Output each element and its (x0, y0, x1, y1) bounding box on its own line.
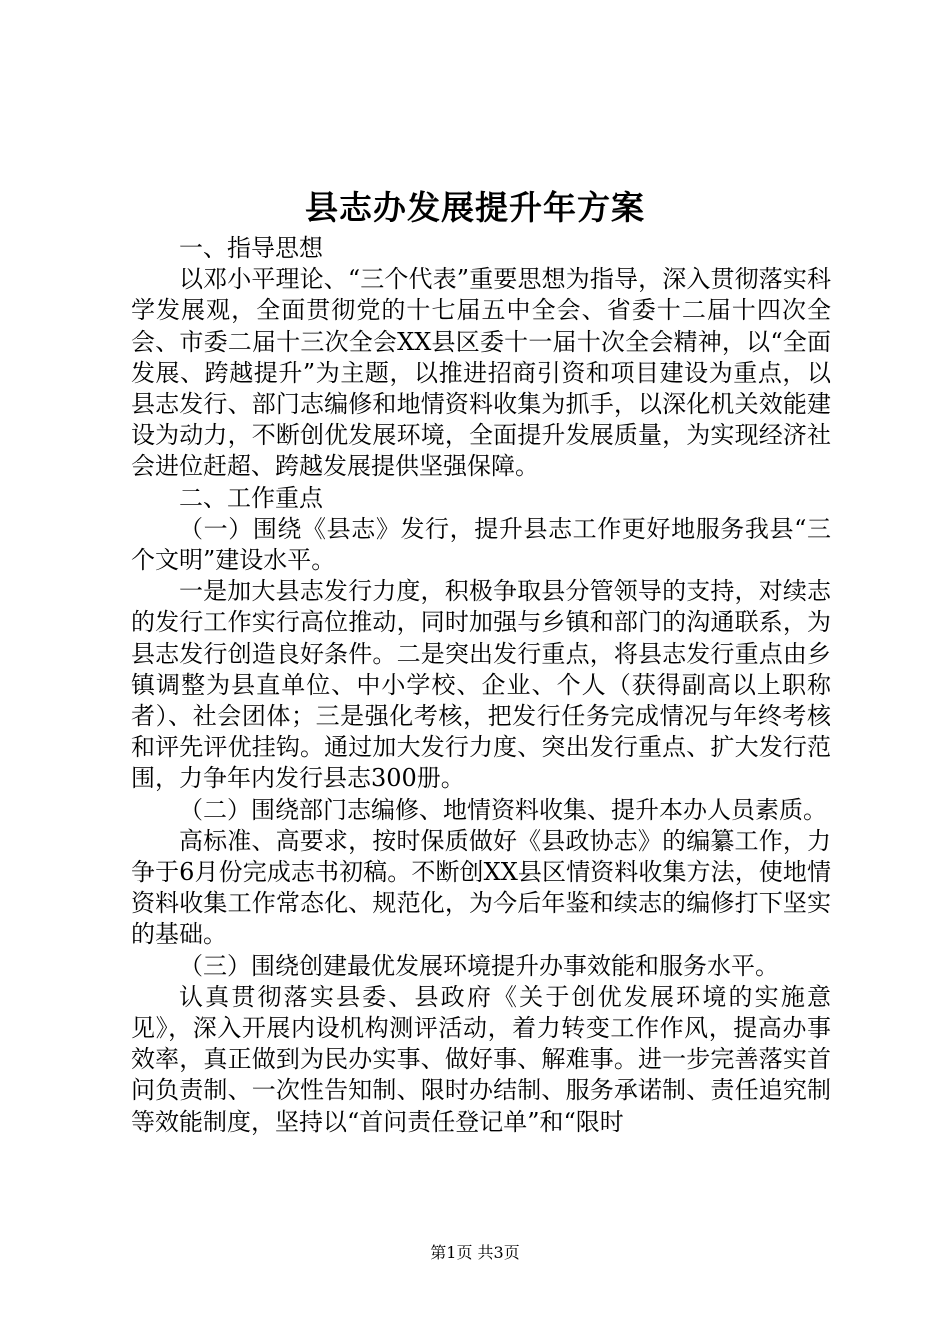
subsection-heading: （三）围绕创建最优发展环境提升办事效能和服务水平。 (179, 951, 779, 980)
subsection-heading: （一）围绕《县志》发行，提升县志工作更好地服务我县“三个文明”建设水平。 (131, 514, 831, 575)
document-body (131, 233, 831, 1138)
document-title: 县志办发展提升年方案 (305, 188, 645, 227)
paragraph: 一是加大县志发行力度，积极争取县分管领导的支持，对续志的发行工作实行高位推动，同时加强与乡镇和部门的沟通联系，为县志发行创造良好条件。二是突出发行重点，将县志发行重点由乡镇调整为县直单位、中小学校、企业、个人（获得副高以上职称者）、社会团体；三是强化考核，把发行任务完成情况与年终考核和评先评优挂钩。通过加大发行力度、突出发行重点、扩大发行范围，力争年内发行县志300册。 (131, 577, 831, 793)
paragraph: 认真贯彻落实县委、县政府《关于创优发展环境的实施意见》，深入开展内设机构测评活动，着力转变工作作风，提高办事效率，真正做到为民办实事、做好事、解难事。进一步完善落实首问负责制、一次性告知制、限时办结制、服务承诺制、责任追究制等效能制度，坚持以“首问责任登记单”和“限时 (131, 982, 831, 1136)
section-heading: 一、指导思想 (179, 234, 323, 262)
section-heading: 二、工作重点 (179, 483, 323, 512)
subsection-heading: （二）围绕部门志编修、地情资料收集、提升本办人员素质。 (179, 795, 827, 824)
paragraph: 以邓小平理论、“三个代表”重要思想为指导，深入贯彻落实科学发展观，全面贯彻党的十七届五中全会、省委十二届十四次全会、市委二届十三次全会XX县区委十一届十次全会精神，以“全面发展、跨越提升”为主题，以推进招商引资和项目建设为重点，以县志发行、部门志编修和地情资料收集为抓手，以深化机关效能建设为动力，不断创优发展环境，全面提升发展质量，为实现经济社会进位赶超、跨越发展提供坚强保障。 (131, 265, 831, 481)
paragraph: 高标准、高要求，按时保质做好《县政协志》的编纂工作，力争于6月份完成志书初稿。不断创XX县区情资料收集方法，使地情资料收集工作常态化、规范化，为今后年鉴和续志的编修打下坚实的基础。 (131, 826, 831, 949)
page-number-footer: 第1页 共3页 (430, 1243, 520, 1262)
